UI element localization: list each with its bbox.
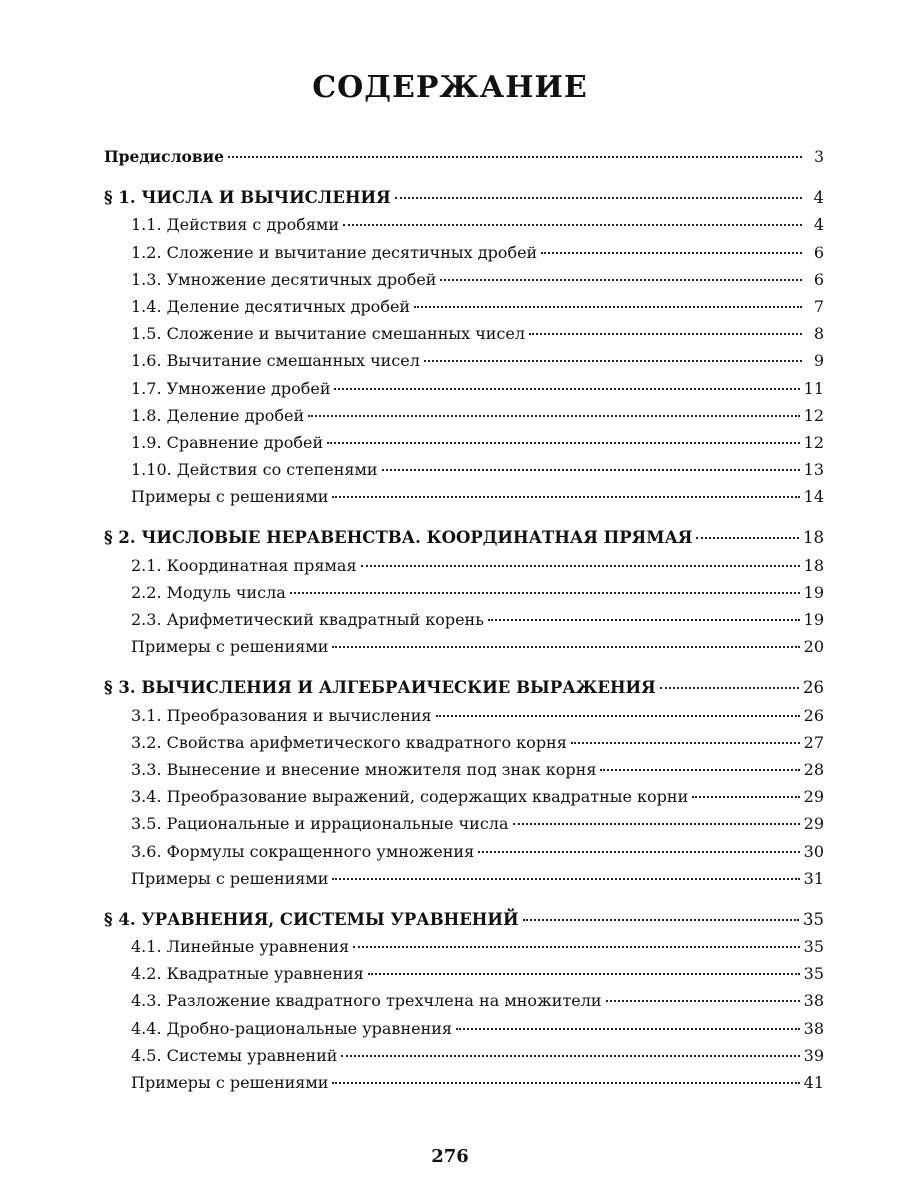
entry-title: 2.1. Координатная прямая (131, 555, 357, 575)
entry-title: § 4. УРАВНЕНИЯ, СИСТЕМЫ УРАВНЕНИЙ (104, 909, 519, 929)
entry-title: 1.6. Вычитание смешанных чисел (131, 351, 420, 371)
entry-page-number: 39 (803, 1045, 824, 1065)
toc-subsection-entry (104, 933, 824, 960)
dot-leader (361, 565, 800, 567)
toc-subsection-entry (104, 579, 824, 606)
dot-leader (436, 715, 800, 717)
entry-page-number: 12 (803, 432, 824, 452)
dot-leader (523, 919, 799, 921)
entry-page-number: 6 (813, 242, 824, 262)
entry-title: 1.3. Умножение десятичных дробей (131, 269, 437, 289)
toc-subsection-entry (104, 606, 824, 633)
entry-title: 1.7. Умножение дробей (131, 378, 331, 398)
entry-title: 1.8. Деление дробей (131, 405, 305, 425)
toc-subsection-entry (104, 756, 824, 783)
toc-subsection-entry (104, 810, 824, 837)
toc-subsection-entry (104, 1042, 824, 1069)
entry-title: 1.1. Действия с дробями (131, 215, 340, 235)
entry-page-number: 4 (813, 215, 824, 235)
entry-title: Примеры с решениями (131, 637, 329, 657)
entry-page-number: 30 (803, 841, 824, 861)
entry-title: § 3. ВЫЧИСЛЕНИЯ И АЛГЕБРАИЧЕСКИЕ ВЫРАЖЕНИЯ (104, 678, 656, 698)
page-number: 276 (431, 1146, 469, 1167)
dot-leader (332, 878, 799, 880)
dot-leader (488, 619, 800, 621)
entry-page-number: 29 (803, 787, 824, 807)
entry-title: 1.4. Деление десятичных дробей (131, 296, 411, 316)
entry-title: 1.9. Сравнение дробей (131, 432, 324, 452)
entry-page-number: 35 (803, 909, 824, 929)
dot-leader (228, 156, 802, 158)
toc-subsection-entry (104, 783, 824, 810)
entry-title: Примеры с решениями (131, 868, 329, 888)
toc-section-entry (104, 524, 824, 551)
entry-page-number: 9 (813, 351, 824, 371)
toc-subsection-entry (104, 347, 824, 374)
toc-subsection-entry (104, 429, 824, 456)
entry-page-number: 26 (803, 705, 824, 725)
entry-page-number: 41 (803, 1073, 824, 1092)
entry-title: 4.5. Системы уравнений (131, 1045, 338, 1065)
dot-leader (334, 388, 799, 390)
entry-title: 1.5. Сложение и вычитание смешанных чисел (131, 324, 526, 344)
toc-subsection-entry (104, 960, 824, 987)
dot-leader (660, 687, 799, 689)
entry-title: § 2. ЧИСЛОВЫЕ НЕРАВЕНСТВА. КООРДИНАТНАЯ ПРЯМАЯ (104, 528, 693, 548)
toc-section-entry (104, 906, 824, 933)
toc-subsection-entry (104, 865, 824, 892)
dot-leader (332, 646, 799, 648)
toc-subsection-entry (104, 239, 824, 266)
toc-section-entry (104, 674, 824, 701)
toc-section-entry (104, 184, 824, 211)
entry-page-number: 27 (803, 732, 824, 752)
entry-title: 2.3. Арифметический квадратный корень (131, 610, 484, 629)
table-of-contents (104, 143, 824, 1096)
entry-title: 3.4. Преобразование выражений, содержащих квадратные корни (131, 787, 689, 807)
dot-leader (368, 973, 800, 975)
toc-subsection-entry (104, 633, 824, 660)
toc-subsection-entry (104, 987, 824, 1014)
entry-title: 4.4. Дробно-рациональные уравнения (131, 1018, 452, 1038)
toc-subsection-entry (104, 838, 824, 865)
dot-leader (395, 197, 802, 199)
entry-page-number: 19 (803, 610, 824, 629)
entry-title: 1.2. Сложение и вычитание десятичных дробей (131, 242, 538, 262)
entry-page-number: 8 (813, 324, 824, 344)
entry-page-number: 35 (803, 937, 824, 957)
entry-page-number: 4 (813, 188, 824, 208)
dot-leader (341, 1055, 799, 1057)
page-title: СОДЕРЖАНИЕ (312, 70, 588, 105)
toc-subsection-entry (104, 483, 824, 510)
dot-leader (414, 306, 802, 308)
toc-subsection-entry (104, 552, 824, 579)
entry-page-number: 19 (803, 582, 824, 602)
dot-leader (327, 442, 799, 444)
dot-leader (332, 496, 799, 498)
dot-leader (541, 252, 802, 254)
dot-leader (478, 851, 799, 853)
dot-leader (353, 946, 800, 948)
entry-title: 4.3. Разложение квадратного трехчлена на множители (131, 991, 602, 1011)
entry-page-number: 14 (803, 487, 824, 507)
entry-title: 3.5. Рациональные и иррациональные числа (131, 814, 509, 834)
entry-page-number: 31 (803, 868, 824, 888)
dot-leader (440, 279, 802, 281)
dot-leader (424, 360, 802, 362)
entry-title: 2.2. Модуль числа (131, 582, 286, 602)
entry-title: 4.1. Линейные уравнения (131, 937, 350, 957)
toc-subsection-entry (104, 402, 824, 429)
toc-subsection-entry (104, 702, 824, 729)
entry-title: 3.2. Свойства арифметического квадратного корня (131, 732, 567, 752)
toc-subsection-entry (104, 729, 824, 756)
dot-leader (529, 333, 802, 335)
entry-page-number: 29 (803, 814, 824, 834)
dot-leader (332, 1082, 799, 1084)
toc-subsection-entry (104, 1015, 824, 1042)
entry-page-number: 38 (803, 1018, 824, 1038)
entry-title: Примеры с решениями (131, 1073, 329, 1092)
dot-leader (513, 823, 800, 825)
dot-leader (600, 769, 799, 771)
entry-page-number: 28 (803, 759, 824, 779)
dot-leader (308, 415, 800, 417)
entry-page-number: 20 (803, 637, 824, 657)
dot-leader (343, 224, 802, 226)
entry-title: 3.6. Формулы сокращенного умножения (131, 841, 475, 861)
entry-title: Примеры с решениями (131, 487, 329, 507)
dot-leader (290, 592, 800, 594)
entry-page-number: 11 (803, 378, 824, 398)
dot-leader (456, 1028, 800, 1030)
entry-page-number: 13 (803, 460, 824, 480)
dot-leader (571, 742, 800, 744)
toc-subsection-entry (104, 1069, 824, 1096)
dot-leader (382, 469, 800, 471)
entry-page-number: 12 (803, 405, 824, 425)
toc-subsection-entry (104, 293, 824, 320)
entry-title: § 1. ЧИСЛА И ВЫЧИСЛЕНИЯ (104, 188, 391, 208)
dot-leader (606, 1000, 800, 1002)
entry-page-number: 3 (814, 148, 824, 166)
toc-subsection-entry (104, 320, 824, 347)
entry-page-number: 18 (803, 555, 824, 575)
entry-title: 3.1. Преобразования и вычисления (131, 705, 432, 725)
entry-page-number: 26 (803, 678, 824, 698)
entry-title: 4.2. Квадратные уравнения (131, 964, 364, 984)
entry-page-number: 18 (803, 528, 824, 548)
dot-leader (696, 537, 799, 539)
entry-title: Предисловие (104, 147, 224, 166)
toc-subsection-entry (104, 211, 824, 238)
entry-title: 3.3. Вынесение и внесение множителя под знак корня (131, 759, 597, 779)
toc-preface-entry (104, 143, 824, 170)
entry-page-number: 7 (813, 296, 824, 316)
toc-subsection-entry (104, 456, 824, 483)
entry-page-number: 35 (803, 964, 824, 984)
dot-leader (692, 796, 799, 798)
entry-page-number: 6 (813, 269, 824, 289)
entry-page-number: 38 (803, 991, 824, 1011)
toc-subsection-entry (104, 375, 824, 402)
entry-title: 1.10. Действия со степенями (131, 460, 378, 480)
toc-subsection-entry (104, 266, 824, 293)
